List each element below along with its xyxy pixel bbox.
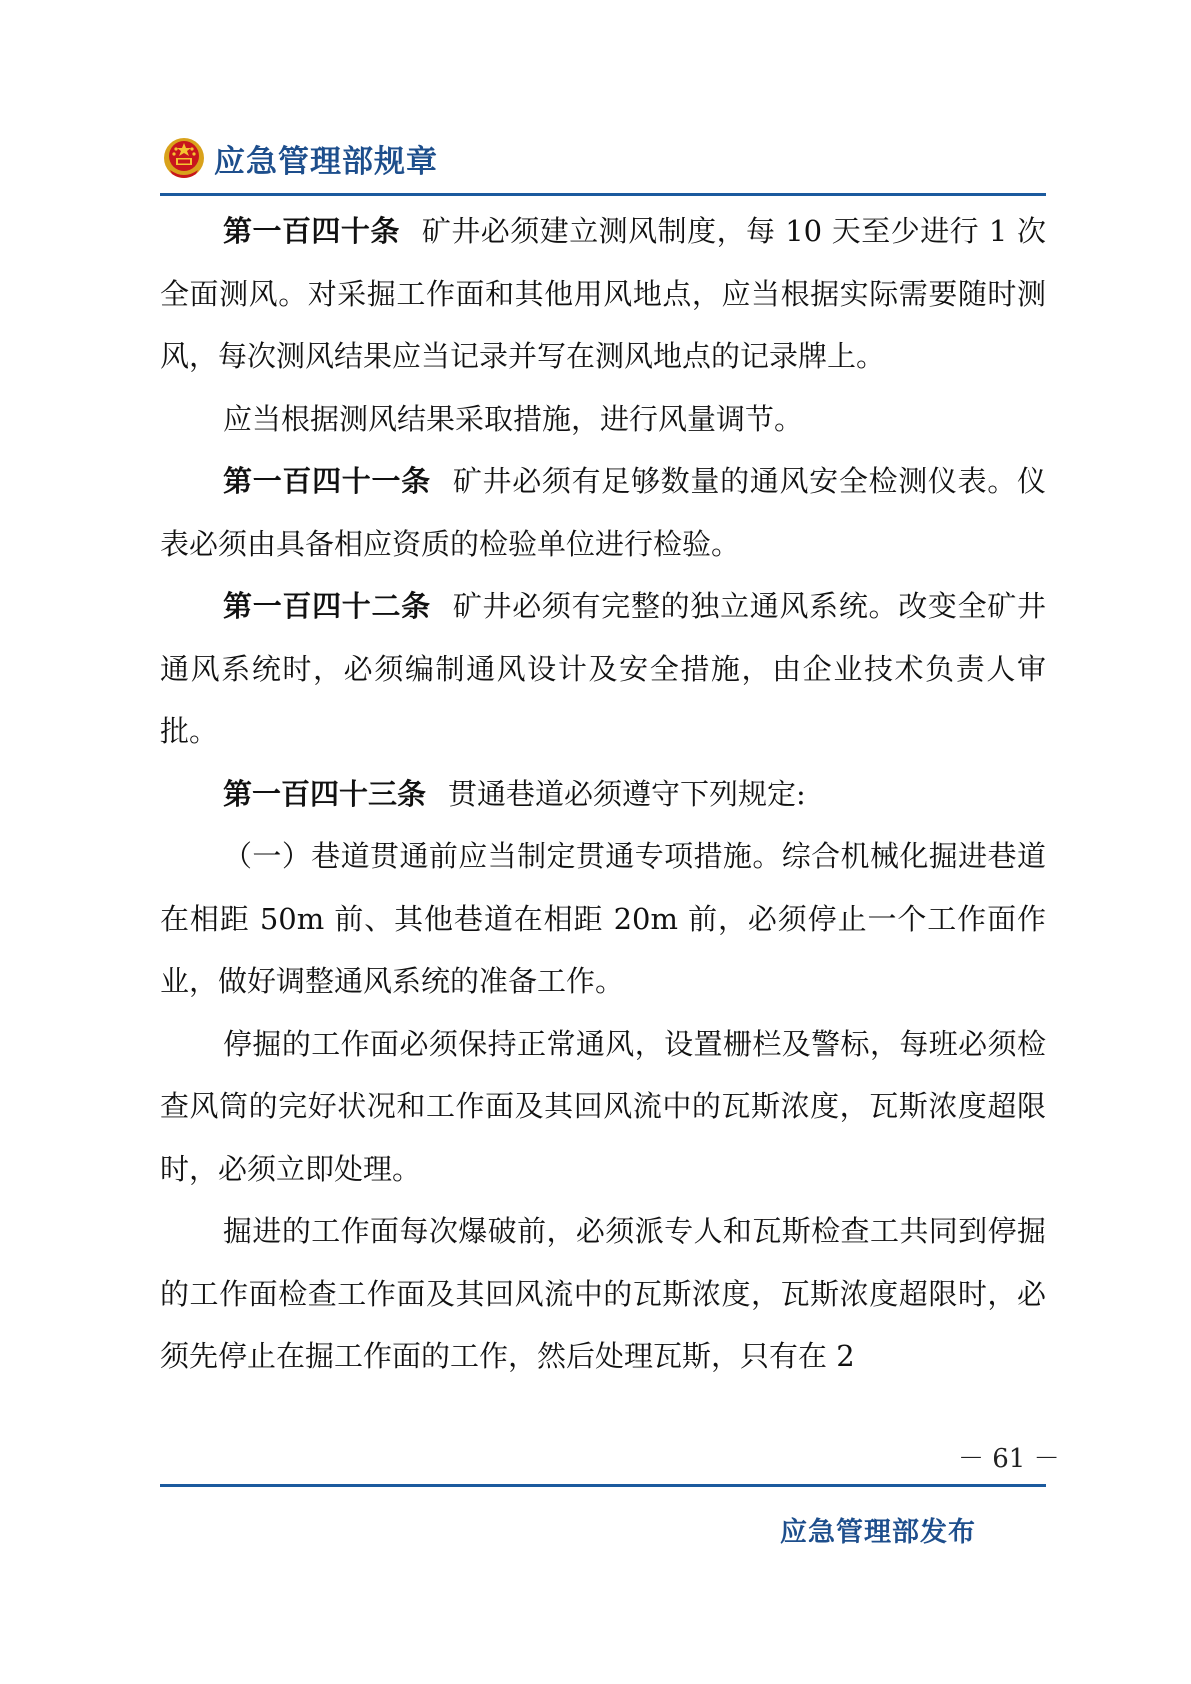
article-142: [160, 575, 1046, 763]
paragraph-text: 停掘的工作面必须保持正常通风，设置栅栏及警标，每班必须检查风筒的完好状况和工作面及其回风流中的瓦斯浓度，瓦斯浓度超限时，必须立即处理。: [160, 1026, 1046, 1186]
article-text: 矿井必须有完整的独立通风系统。改变全矿井通风系统时，必须编制通风设计及安全措施，由企业技术负责人审批。: [160, 589, 1046, 748]
article-text: 贯通巷道必须遵守下列规定:: [448, 776, 806, 811]
article-text: 矿井必须有足够数量的通风安全检测仪表。仪表必须由具备相应资质的检验单位进行检验。: [160, 464, 1046, 561]
page-header: [162, 130, 438, 186]
paragraph-text: 应当根据测风结果采取措施，进行风量调节。: [223, 401, 804, 436]
article-143-paragraph-3: [160, 1200, 1046, 1388]
article-title: 第一百四十条: [223, 214, 400, 248]
article-title: 第一百四十二条: [223, 589, 431, 623]
page-number: － 61 －: [958, 1444, 1060, 1474]
article-143-item-1: [160, 825, 1046, 1013]
article-141: [160, 450, 1046, 575]
national-emblem-icon: [162, 136, 206, 180]
article-140-paragraph: [160, 388, 1046, 451]
paragraph-text: （一）巷道贯通前应当制定贯通专项措施。综合机械化掘进巷道在相距 50m 前、其他巷道在相距 20m 前，必须停止一个工作面作业，做好调整通风系统的准备工作。: [160, 839, 1046, 998]
footer-publisher: 应急管理部发布: [780, 1517, 976, 1548]
article-title: 第一百四十三条: [223, 776, 427, 811]
article-140: [160, 200, 1046, 388]
article-143-paragraph-2: [160, 1013, 1046, 1201]
article-title: 第一百四十一条: [223, 464, 431, 498]
paragraph-text: 掘进的工作面每次爆破前，必须派专人和瓦斯检查工共同到停掘的工作面检查工作面及其回风流中的瓦斯浓度，瓦斯浓度超限时，必须先停止在掘工作面的工作，然后处理瓦斯，只有在 2: [160, 1214, 1046, 1373]
header-divider: [160, 193, 1046, 196]
header-title: 应急管理部规章: [214, 143, 438, 180]
article-text: 矿井必须建立测风制度，每 10 天至少进行 1 次全面测风。对采掘工作面和其他用风地点，应当根据实际需要随时测风，每次测风结果应当记录并写在测风地点的记录牌上。: [160, 214, 1046, 373]
article-143: [160, 763, 1046, 826]
document-body: [160, 200, 1046, 1388]
footer-divider: [160, 1484, 1046, 1487]
